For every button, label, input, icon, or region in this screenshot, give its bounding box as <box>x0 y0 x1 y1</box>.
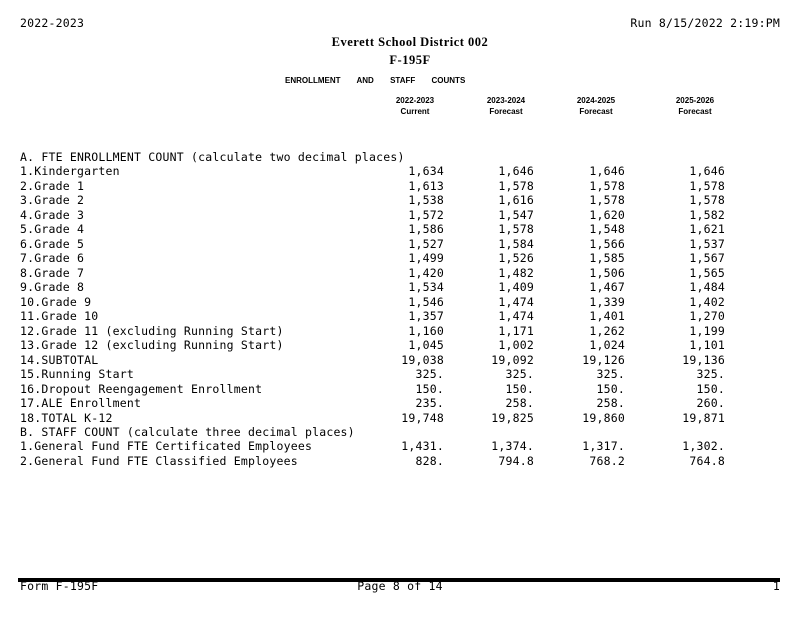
column-label: Current <box>400 107 430 116</box>
row-value: 260. <box>696 396 725 410</box>
row-value: 150. <box>505 381 534 396</box>
row-value: 19,126 <box>582 352 625 367</box>
row-label: 2.Grade 1 <box>20 178 85 193</box>
row-value: 19,871 <box>682 410 725 425</box>
row-label: 8.Grade 7 <box>20 265 85 280</box>
row-value: 325. <box>415 367 444 381</box>
row-label: 9.Grade 8 <box>20 280 85 294</box>
row-value: 1,160 <box>408 323 444 338</box>
column-label: Forecast <box>579 107 613 116</box>
row-value: 1,578 <box>589 193 625 207</box>
school-year: 2022-2023 <box>20 16 85 30</box>
row-value: 1,171 <box>498 323 534 338</box>
row-value: 794.8 <box>498 453 534 468</box>
subtitle-word: COUNTS <box>431 76 466 85</box>
row-label: 11.Grade 10 <box>20 309 99 323</box>
row-value: 1,374. <box>491 439 534 453</box>
row-value: 1,402 <box>689 294 725 309</box>
row-value: 1,567 <box>689 251 725 265</box>
report-subtitle <box>285 76 479 85</box>
table-row <box>20 439 725 454</box>
footer-page: Page 8 of 14 <box>357 579 443 593</box>
table-row <box>20 324 725 339</box>
row-value: 1,024 <box>589 338 625 352</box>
table-row <box>20 454 725 469</box>
row-value: 1,613 <box>408 178 444 193</box>
row-value: 1,578 <box>589 178 625 193</box>
table-row <box>20 266 725 281</box>
row-value: 325. <box>596 367 625 381</box>
row-value: 1,586 <box>408 222 444 236</box>
row-value: 150. <box>415 381 444 396</box>
row-value: 325. <box>505 367 534 381</box>
row-value: 1,565 <box>689 265 725 280</box>
row-label: 10.Grade 9 <box>20 294 92 309</box>
row-value: 1,584 <box>498 236 534 251</box>
row-value: 19,860 <box>582 410 625 425</box>
row-value: 1,578 <box>689 178 725 193</box>
table-row <box>20 338 725 353</box>
row-value: 1,482 <box>498 265 534 280</box>
column-header-3 <box>556 95 636 117</box>
row-value: 150. <box>596 381 625 396</box>
row-value: 1,646 <box>498 164 534 178</box>
row-label: 1.Kindergarten <box>20 164 120 178</box>
table-row <box>20 295 725 310</box>
section-b-title: B. STAFF COUNT (calculate three decimal places) <box>20 425 355 439</box>
column-header-1 <box>375 95 455 117</box>
district-title: Everett School District 002 <box>331 35 489 49</box>
subtitle-word: STAFF <box>390 76 416 85</box>
row-value: 764.8 <box>689 453 725 468</box>
row-label: 16.Dropout Reengagement Enrollment <box>20 381 263 396</box>
row-value: 828. <box>415 453 444 468</box>
row-label: 1.General Fund FTE Certificated Employees <box>20 439 313 453</box>
column-year: 2022-2023 <box>395 96 435 105</box>
row-value: 325. <box>696 367 725 381</box>
row-value: 1,585 <box>589 251 625 265</box>
row-value: 1,357 <box>408 309 444 323</box>
row-label: 3.Grade 2 <box>20 193 85 207</box>
row-label: 13.Grade 12 (excluding Running Start) <box>20 338 284 352</box>
row-value: 1,646 <box>689 164 725 178</box>
row-value: 235. <box>415 396 444 410</box>
row-value: 1,572 <box>408 207 444 222</box>
row-value: 1,537 <box>689 236 725 251</box>
row-value: 1,474 <box>498 309 534 323</box>
row-value: 1,578 <box>498 222 534 236</box>
row-value: 1,548 <box>589 222 625 236</box>
row-label: 14.SUBTOTAL <box>20 352 99 367</box>
table-row <box>20 251 725 266</box>
column-label: Forecast <box>678 107 712 116</box>
row-value: 1,270 <box>689 309 725 323</box>
row-value: 1,526 <box>498 251 534 265</box>
footer-page-number: 1 <box>772 579 780 593</box>
row-value: 1,199 <box>689 323 725 338</box>
row-value: 1,578 <box>498 178 534 193</box>
table-row <box>20 208 725 223</box>
row-value: 1,262 <box>589 323 625 338</box>
row-value: 1,616 <box>498 193 534 207</box>
table-row <box>20 193 725 208</box>
column-header-4 <box>655 95 735 117</box>
row-value: 1,474 <box>498 294 534 309</box>
section-a-title: A. FTE ENROLLMENT COUNT (calculate two decimal places) <box>20 150 405 164</box>
row-value: 1,538 <box>408 193 444 207</box>
row-value: 19,825 <box>491 410 534 425</box>
table-row <box>20 367 725 382</box>
table-row <box>20 411 725 426</box>
table-row <box>20 222 725 237</box>
subtitle-word: ENROLLMENT <box>285 76 341 85</box>
column-year: 2023-2024 <box>486 96 526 105</box>
row-value: 1,409 <box>498 280 534 294</box>
table-row <box>20 280 725 295</box>
row-value: 1,546 <box>408 294 444 309</box>
row-value: 1,582 <box>689 207 725 222</box>
table-row <box>20 179 725 194</box>
row-value: 1,499 <box>408 251 444 265</box>
row-label: 4.Grade 3 <box>20 207 85 222</box>
column-header-2 <box>466 95 546 117</box>
row-label: 5.Grade 4 <box>20 222 85 236</box>
table-row <box>20 353 725 368</box>
row-value: 258. <box>596 396 625 410</box>
row-value: 1,646 <box>589 164 625 178</box>
row-value: 1,534 <box>408 280 444 294</box>
column-label: Forecast <box>489 107 523 116</box>
row-value: 19,092 <box>491 352 534 367</box>
row-value: 768.2 <box>589 453 625 468</box>
row-value: 1,620 <box>589 207 625 222</box>
row-value: 1,547 <box>498 207 534 222</box>
row-value: 258. <box>505 396 534 410</box>
table-row <box>20 309 725 324</box>
row-label: 2.General Fund FTE Classified Employees <box>20 453 298 468</box>
row-value: 19,748 <box>401 410 444 425</box>
row-value: 1,634 <box>408 164 444 178</box>
row-label: 7.Grade 6 <box>20 251 85 265</box>
row-value: 150. <box>696 381 725 396</box>
table-row <box>20 382 725 397</box>
row-value: 1,578 <box>689 193 725 207</box>
row-label: 12.Grade 11 (excluding Running Start) <box>20 323 284 338</box>
row-value: 1,506 <box>589 265 625 280</box>
table-row <box>20 164 725 179</box>
row-value: 1,420 <box>408 265 444 280</box>
row-label: 17.ALE Enrollment <box>20 396 142 410</box>
row-value: 19,038 <box>401 352 444 367</box>
row-value: 19,136 <box>682 352 725 367</box>
row-value: 1,101 <box>689 338 725 352</box>
row-value: 1,317. <box>582 439 625 453</box>
table-row <box>20 396 725 411</box>
row-value: 1,484 <box>689 280 725 294</box>
row-value: 1,566 <box>589 236 625 251</box>
row-value: 1,339 <box>589 294 625 309</box>
column-year: 2025-2026 <box>675 96 715 105</box>
row-value: 1,467 <box>589 280 625 294</box>
row-value: 1,401 <box>589 309 625 323</box>
subtitle-word: AND <box>356 76 374 85</box>
row-value: 1,302. <box>682 439 725 453</box>
row-value: 1,527 <box>408 236 444 251</box>
row-value: 1,431. <box>401 439 444 453</box>
footer-form: Form F-195F <box>20 579 99 593</box>
row-label: 6.Grade 5 <box>20 236 85 251</box>
row-value: 1,002 <box>498 338 534 352</box>
table-row <box>20 237 725 252</box>
form-title: F-195F <box>389 53 431 67</box>
row-value: 1,621 <box>689 222 725 236</box>
row-label: 18.TOTAL K-12 <box>20 410 113 425</box>
column-year: 2024-2025 <box>576 96 616 105</box>
run-timestamp: Run 8/15/2022 2:19:PM <box>630 16 780 30</box>
row-label: 15.Running Start <box>20 367 134 381</box>
row-value: 1,045 <box>408 338 444 352</box>
